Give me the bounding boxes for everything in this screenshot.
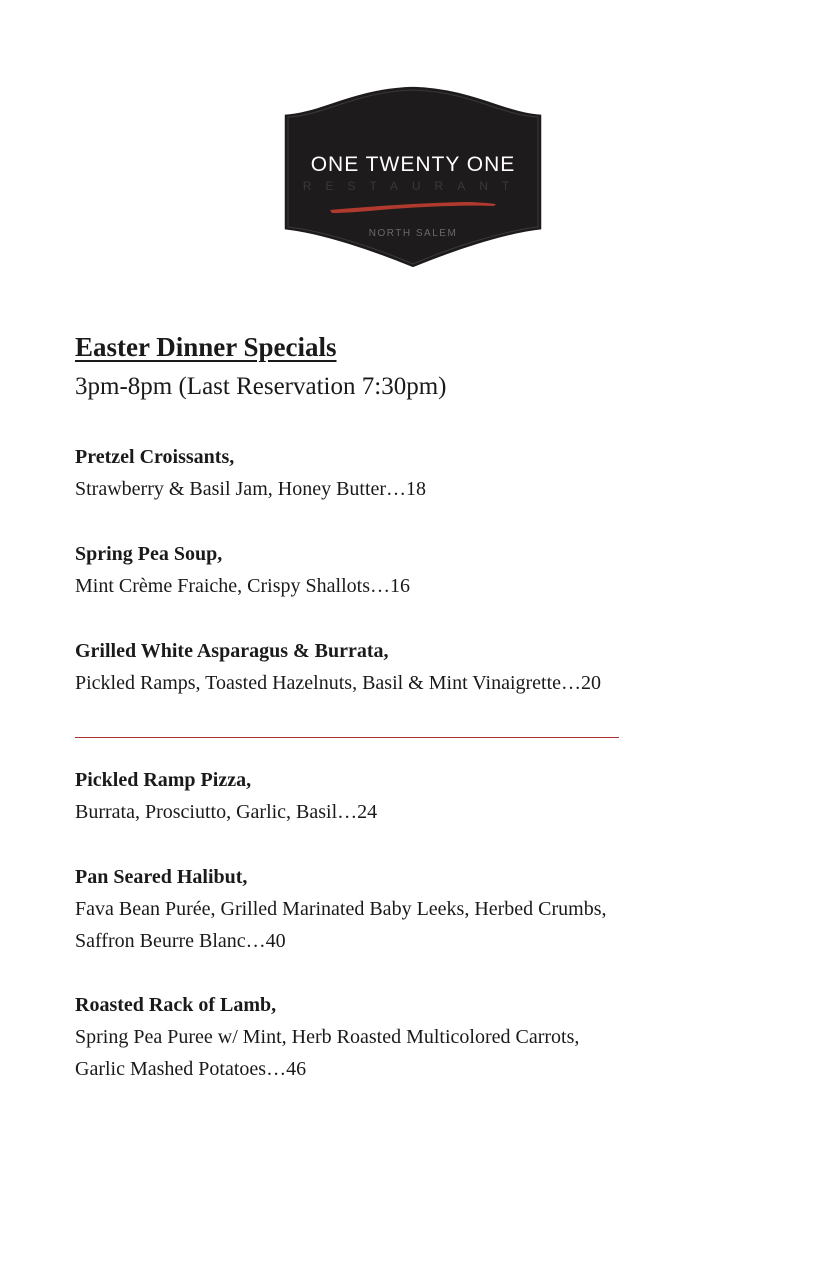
menu-item-spring-pea-soup xyxy=(75,538,755,602)
logo-badge-shape xyxy=(284,86,542,268)
menu-item-description: Strawberry & Basil Jam, Honey Butter…18 xyxy=(75,478,427,500)
menu-item-pretzel-croissants xyxy=(75,441,755,505)
menu-item-description: Pickled Ramps, Toasted Hazelnuts, Basil & Mint Vinaigrette…20 xyxy=(75,672,602,694)
menu-item-description-continued: Saffron Beurre Blanc…40 xyxy=(75,930,286,952)
menu-item-description: Fava Bean Purée, Grilled Marinated Baby Leeks, Herbed Crumbs, xyxy=(75,898,607,920)
menu-item-description-continued: Garlic Mashed Potatoes…46 xyxy=(75,1058,307,1080)
menu-hours: 3pm-8pm (Last Reservation 7:30pm) xyxy=(75,373,447,400)
logo-name: ONE TWENTY ONE xyxy=(310,153,516,176)
menu-item-name: Roasted Rack of Lamb, xyxy=(75,994,277,1016)
menu-content xyxy=(75,330,755,1085)
menu-item-name: Pickled Ramp Pizza, xyxy=(75,769,252,791)
menu-item-name: Pan Seared Halibut, xyxy=(75,866,248,888)
logo-subtitle: RESTAURANT xyxy=(302,179,524,193)
logo-location: NORTH SALEM xyxy=(368,228,458,239)
menu-item-description: Spring Pea Puree w/ Mint, Herb Roasted Multicolored Carrots, xyxy=(75,1026,580,1048)
menu-item-roasted-rack-of-lamb xyxy=(75,989,755,1085)
menu-item-name: Spring Pea Soup, xyxy=(75,543,223,565)
menu-item-name: Grilled White Asparagus & Burrata, xyxy=(75,640,389,662)
menu-item-description: Mint Crème Fraiche, Crispy Shallots…16 xyxy=(75,575,410,597)
menu-item-name: Pretzel Croissants, xyxy=(75,446,235,468)
menu-item-pan-seared-halibut xyxy=(75,861,755,957)
menu-title: Easter Dinner Specials xyxy=(75,332,337,362)
restaurant-logo xyxy=(282,84,544,270)
menu-item-description: Burrata, Prosciutto, Garlic, Basil…24 xyxy=(75,801,378,823)
menu-item-pickled-ramp-pizza xyxy=(75,764,755,828)
menu-item-asparagus-burrata xyxy=(75,635,755,699)
